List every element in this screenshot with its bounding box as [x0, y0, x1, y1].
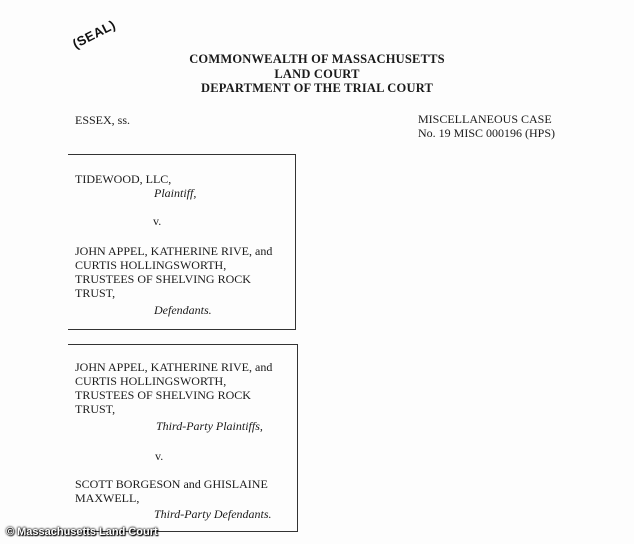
- plaintiff-name: TIDEWOOD, LLC,: [75, 172, 172, 186]
- tp-defendants-line-2: MAXWELL,: [75, 491, 140, 505]
- tp-plaintiffs-role: Third-Party Plaintiffs,: [156, 419, 263, 433]
- defendants-line-2: CURTIS HOLLINGSWORTH,: [75, 258, 227, 272]
- photo-credit-text: Massachusetts Land Court: [17, 526, 158, 538]
- defendants-role: Defendants.: [154, 303, 212, 317]
- seal-stamp: (SEAL): [70, 16, 119, 52]
- copyright-icon: ©: [6, 526, 15, 538]
- tp-plaintiffs-line-4: TRUST,: [75, 402, 116, 416]
- plaintiff-role: Plaintiff,: [154, 186, 197, 200]
- tp-defendants-line-1: SCOTT BORGESON and GHISLAINE: [75, 477, 268, 491]
- defendants-line-1: JOHN APPEL, KATHERINE RIVE, and: [75, 244, 273, 258]
- versus-1: v.: [153, 214, 162, 228]
- photo-credit: [6, 526, 158, 538]
- tp-plaintiffs-line-2: CURTIS HOLLINGSWORTH,: [75, 374, 227, 388]
- case-number: No. 19 MISC 000196 (HPS): [418, 126, 556, 140]
- defendants-line-3: TRUSTEES OF SHELVING ROCK: [75, 272, 251, 286]
- versus-2: v.: [155, 449, 164, 463]
- tp-defendants-role: Third-Party Defendants.: [154, 507, 272, 521]
- defendants-line-4: TRUST,: [75, 286, 116, 300]
- tp-plaintiffs-line-1: JOHN APPEL, KATHERINE RIVE, and: [75, 360, 273, 374]
- header-department: DEPARTMENT OF THE TRIAL COURT: [200, 81, 434, 95]
- tp-plaintiffs-line-3: TRUSTEES OF SHELVING ROCK: [75, 388, 251, 402]
- header-commonwealth: COMMONWEALTH OF MASSACHUSETTS: [189, 52, 445, 66]
- case-type: MISCELLANEOUS CASE: [418, 112, 552, 126]
- venue: ESSEX, ss.: [75, 113, 131, 127]
- header-court: LAND COURT: [274, 67, 360, 81]
